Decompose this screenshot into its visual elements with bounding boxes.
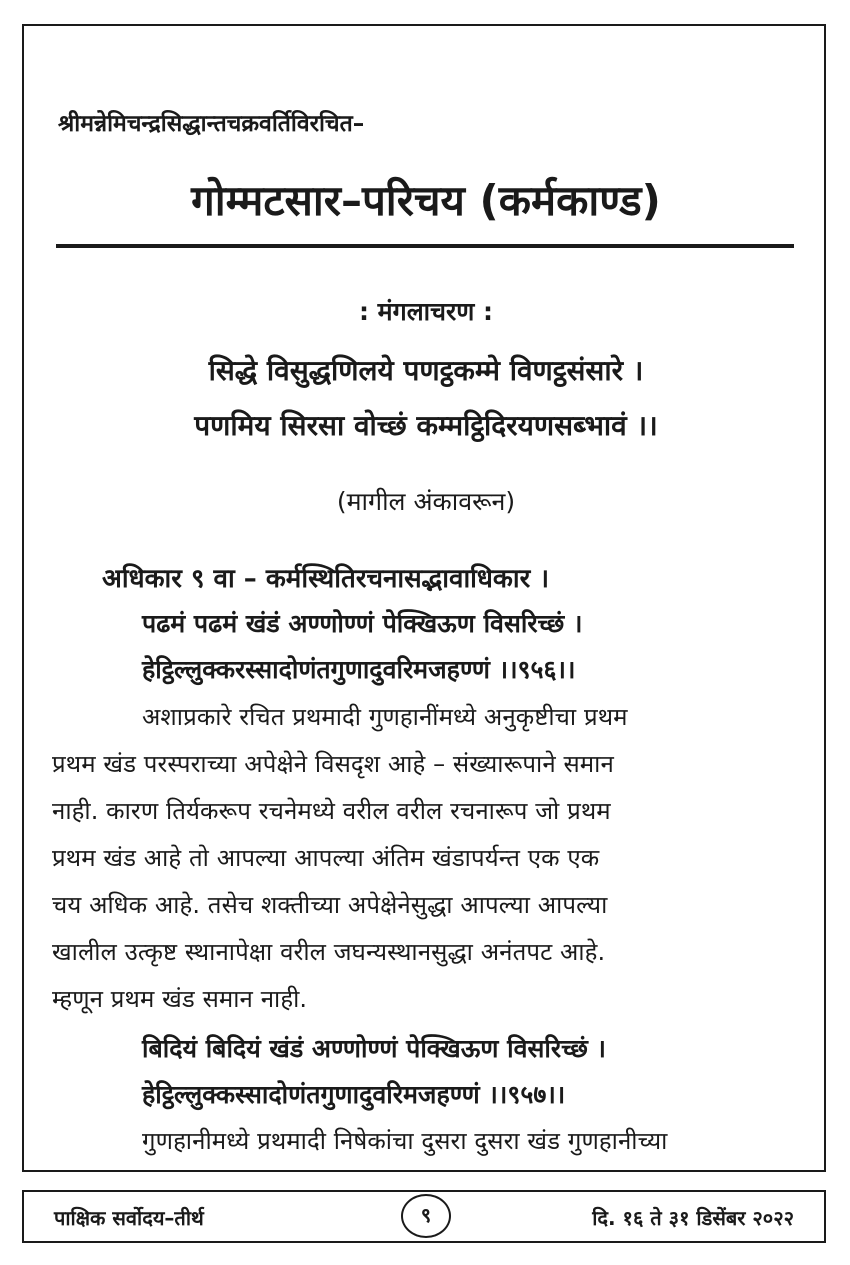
commentary-956-line: प्रथम खंड परस्पराच्या अपेक्षेने विसदृश आहे – संख्यारूपाने समान [52, 750, 614, 778]
gatha-956-line-1: पढमं पढमं खंडं अण्णोण्णं पेक्खिऊण विसरिच्छं । [142, 609, 583, 638]
commentary-956-line: नाही. कारण तिर्यकरूप रचनेमध्ये वरील वरील रचनारूप जो प्रथम [52, 797, 611, 825]
publication-name: पाक्षिक सर्वोदय–तीर्थ [54, 1206, 204, 1230]
commentary-956-line: प्रथम खंड आहे तो आपल्या आपल्या अंतिम खंडापर्यन्त एक एक [52, 844, 600, 872]
continued-note: (मागील अंकावरून) [336, 487, 516, 516]
page-frame [22, 24, 826, 1172]
gatha-957-line-2: हेट्ठिल्लुक्कस्सादोणंतगुणादुवरिमजहण्णं ।।९५७।। [142, 1080, 566, 1109]
chapter-heading: अधिकार ९ वा – कर्मस्थितिरचनासद्भावाधिकार । [102, 564, 550, 594]
issue-date: दि. १६ ते ३१ डिसेंबर २०२२ [592, 1206, 794, 1230]
mangalacharan-verse-line-2: पणमिय सिरसा वोच्छं कम्मट्ठिदिरयणसब्भावं ।। [194, 409, 658, 442]
commentary-956-line: म्हणून प्रथम खंड समान नाही. [52, 985, 308, 1013]
gatha-956-line-2: हेट्ठिल्लुक्करस्सादोणंतगुणादुवरिमजहण्णं ।।९५६।। [142, 655, 576, 684]
commentary-956-line: अशाप्रकारे रचित प्रथमादी गुणहानींमध्ये अनुकृष्टीचा प्रथम [142, 703, 628, 731]
commentary-957-line: गुणहानीमध्ये प्रथमादी निषेकांचा दुसरा दुसरा खंड गुणहानीच्या [142, 1127, 668, 1155]
commentary-956-line: चय अधिक आहे. तसेच शक्तीच्या अपेक्षेनेसुद्धा आपल्या आपल्या [52, 891, 608, 919]
author-subtitle: श्रीमन्नेमिचन्द्रसिद्धान्तचक्रवर्तिविरचित– [58, 111, 365, 137]
page-footer [22, 1190, 826, 1243]
mangalacharan-verse-line-1: सिद्धे विसुद्धणिलये पणट्ठकम्मे विणट्ठसंसारे । [208, 354, 644, 387]
page-number: ९ [401, 1194, 451, 1238]
title-divider [56, 244, 794, 248]
mangalacharan-heading: : मंगलाचरण : [358, 297, 494, 326]
commentary-956-line: खालील उत्कृष्ट स्थानापेक्षा वरील जघन्यस्थानसुद्धा अनंतपट आहे. [52, 938, 606, 966]
gatha-957-line-1: बिदियं बिदियं खंडं अण्णोण्णं पेक्खिऊण विसरिच्छं । [142, 1034, 606, 1063]
page-title: गोम्मटसार–परिचय (कर्मकाण्ड) [191, 176, 661, 225]
